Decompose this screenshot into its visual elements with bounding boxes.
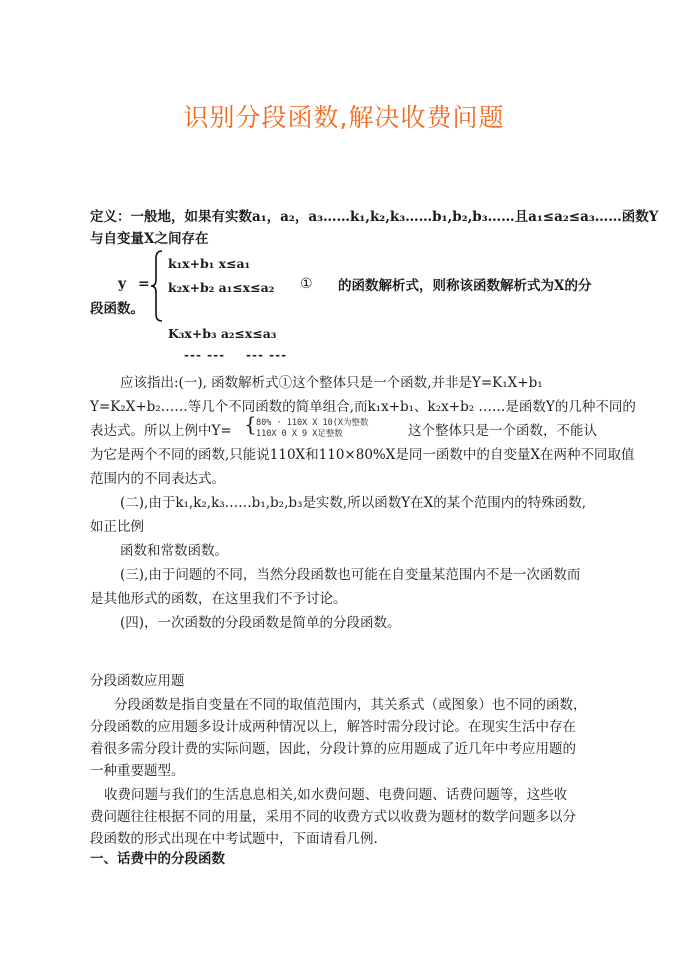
note-1-line-5: 范围内的不同表达式。 [90, 471, 225, 487]
note-1-line-3a: 表达式。所以上例中Y= [90, 423, 232, 439]
note-1-line-3b: 这个整体只是一个函数，不能认 [408, 423, 597, 439]
application-para-2-line-3: 段函数的形式出现在中考试题中，下面请看几例. [90, 831, 378, 847]
application-para-1-line-4: 一种重要题型。 [90, 763, 185, 779]
section-heading-phone-fees: 一、话费中的分段函数 [90, 851, 225, 867]
piecewise-case-1: k₁x+b₁ x≤a₁ [168, 256, 251, 271]
note-4-line-1: (四)，一次函数的分段函数是简单的分段函数。 [120, 615, 401, 631]
equation-y: y [118, 276, 127, 292]
application-para-1-line-2: 分段函数的应用题多设计成两种情况以上，解答时需分段讨论。在现实生活中存在 [90, 719, 576, 735]
piecewise-case-3: K₃x+b₃ a₂≤x≤a₃ [168, 326, 277, 341]
piecewise-case-2: k₂x+b₂ a₁≤x≤a₂ [168, 280, 275, 295]
application-para-2-line-1: 收费问题与我们的生活息息相关,如水费问题、电费问题、话费问题等，这些收 [104, 787, 568, 803]
mini-case-1: 80% · 110X X 10(X为整数 [256, 418, 369, 428]
definition-conclusion: 的函数解析式，则称该函数解析式为X的分 [338, 278, 592, 294]
note-3-line-2: 是其他形式的函数，在这里我们不予讨论。 [90, 591, 347, 607]
application-para-2-line-2: 费问题往往根据不同的用量，采用不同的收费方式以收费为题材的数学问题多以分 [90, 809, 576, 825]
definition-line-2: 与自变量X之间存在 [90, 231, 209, 247]
ellipsis-2: --- --- [246, 348, 288, 362]
note-1-line-4: 为它是两个不同的函数,只能说110X和110×80%X是同一函数中的自变量X在两种不同取值 [90, 447, 635, 463]
note-1-line-1: 应该指出:(一), 函数解析式①这个整体只是一个函数,并非是Y=K₁X+b₁ [120, 375, 543, 391]
note-2-line-2: 如正比例 [90, 519, 144, 535]
mini-brace: { [244, 412, 257, 436]
equation-equals: = [138, 276, 150, 292]
page-title: 识别分段函数,解决收费问题 [183, 103, 505, 132]
mini-case-2: 110X 0 X 9 X足整数 [256, 429, 343, 439]
application-para-1-line-1: 分段函数是指自变量在不同的取值范围内，其关系式（或图象）也不同的函数， [114, 697, 587, 713]
application-para-1-line-3: 着很多需分段计费的实际问题，因此，分段计算的应用题成了近几年中考应用题的 [90, 741, 576, 757]
note-2-line-1: (二),由于k₁,k₂,k₃……b₁,b₂,b₃是实数,所以函数Y在X的某个范围内的特殊函数, [120, 495, 587, 511]
note-1-line-2: Y=K₂X+b₂……等几个不同函数的简单组合,而k₁x+b₁、k₂x+b₂ ……是函数Y的几种不同的 [90, 399, 636, 415]
note-2-line-3: 函数和常数函数。 [120, 543, 228, 559]
definition-line-1: 定义：一般地，如果有实数a₁，a₂，a₃……k₁,k₂,k₃……b₁,b₂,b₃……且a₁≤a₂≤a₃……函数Y [90, 209, 659, 225]
equation-number: ① [300, 276, 313, 292]
note-3-line-1: (三),由于问题的不同，当然分段函数也可能在自变量某范围内不是一次函数而 [120, 567, 581, 583]
application-heading: 分段函数应用题 [90, 673, 185, 689]
definition-conclusion-end: 段函数。 [90, 301, 144, 317]
ellipsis-1: --- --- [184, 348, 226, 362]
